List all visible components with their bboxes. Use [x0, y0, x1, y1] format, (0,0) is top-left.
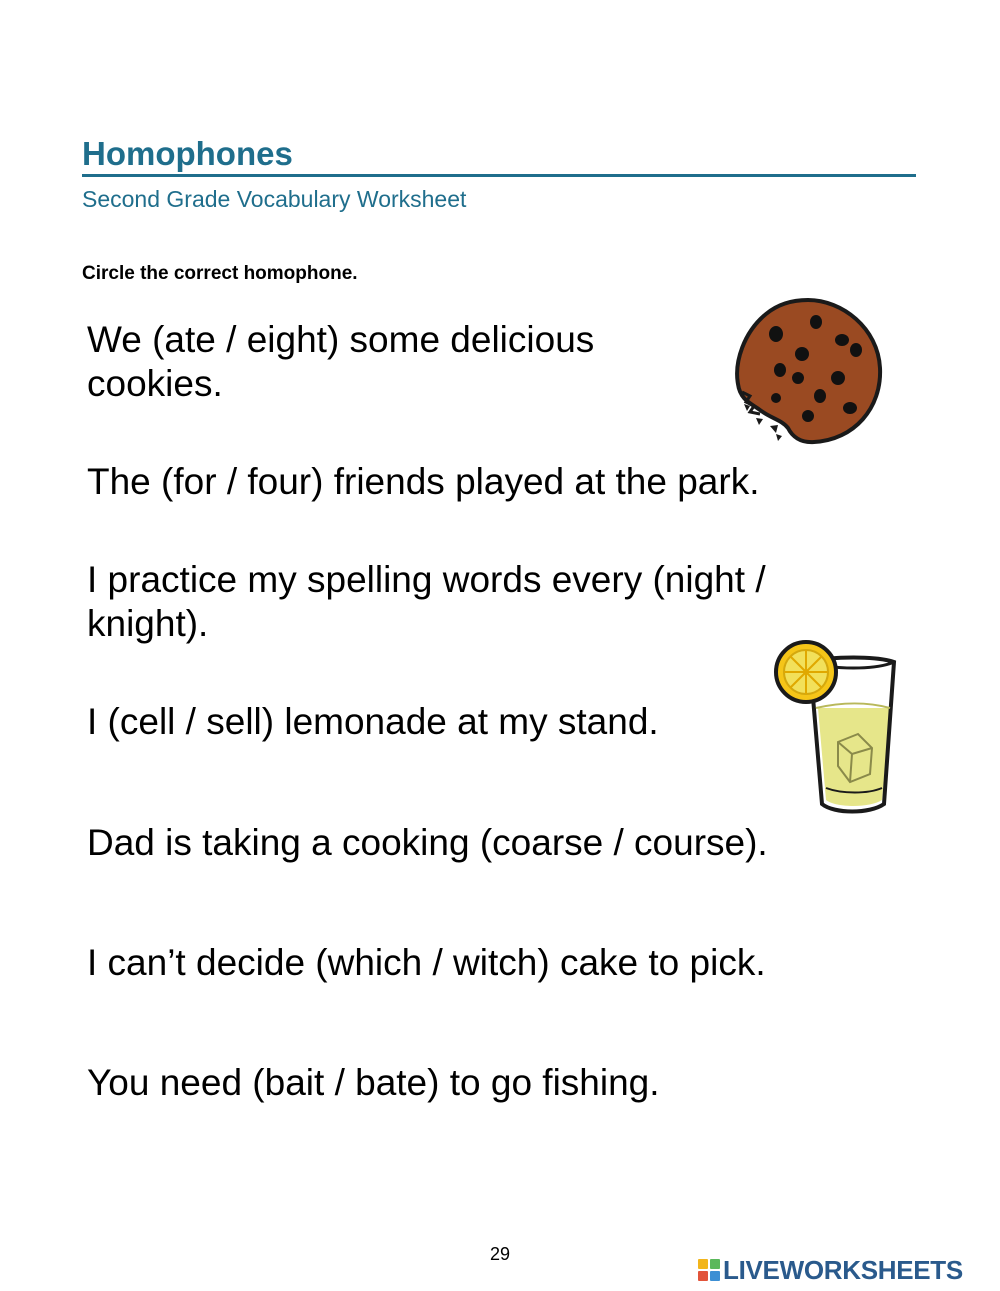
page-title: Homophones [82, 135, 293, 172]
sentence-1-line-2: cookies. [87, 363, 223, 404]
page-subtitle: Second Grade Vocabulary Worksheet [82, 186, 467, 212]
liveworksheets-logo-icon [697, 1258, 721, 1282]
title-divider [82, 174, 916, 177]
sentence-7: You need (bait / bate) to go fishing. [87, 1062, 660, 1103]
lemonade-glass-icon [772, 638, 898, 814]
sentence-3-line-1: I practice my spelling words every (night / [87, 559, 766, 600]
instruction-text: Circle the correct homophone. [82, 263, 358, 284]
sentence-5: Dad is taking a cooking (coarse / course). [87, 822, 768, 863]
sentence-2: The (for / four) friends played at the park. [87, 461, 760, 502]
liveworksheets-brand[interactable] [697, 1255, 963, 1285]
sentence-6: I can’t decide (which / witch) cake to pick. [87, 942, 766, 983]
sentence-1-line-1: We (ate / eight) some delicious [87, 319, 595, 360]
page-number: 29 [489, 1244, 511, 1264]
brand-text: LIVEWORKSHEETS [723, 1255, 963, 1285]
cookie-icon [730, 292, 886, 448]
sentence-3-line-2: knight). [87, 603, 209, 644]
sentence-4: I (cell / sell) lemonade at my stand. [87, 701, 659, 742]
